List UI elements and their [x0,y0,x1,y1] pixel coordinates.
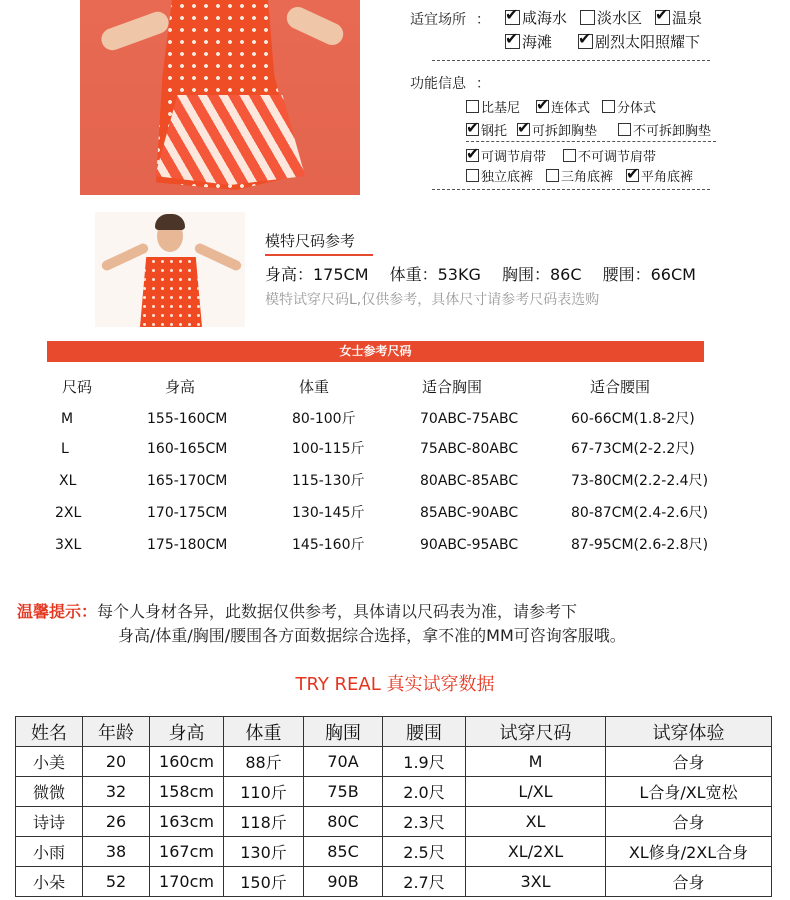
cell-waist: 2.5尺 [383,837,466,867]
option-hot-spring: ✔ 温泉 [655,7,702,28]
table-row [16,867,772,897]
checkbox-icon [602,100,615,113]
option-separate-bottom: 独立底裤 [466,166,533,185]
checkbox-icon [505,10,520,25]
cell-waist: 2.7尺 [383,867,466,897]
model-arm-right [193,242,243,272]
table-row [47,498,747,528]
warm-tip [17,600,626,648]
checkbox-icon [466,100,479,113]
divider [432,189,710,190]
function-label: 功能信息 ： [410,76,490,92]
header-name: 姓名 [16,717,83,747]
option-underwire: ✔ 钢托 [466,120,507,139]
header-size: 尺码 [62,378,93,396]
option-salt-water: ✔ 咸海水 [505,7,567,28]
cell-waist: 67-73CM(2-2.2尺) [571,441,695,457]
checkbox-icon [626,169,639,182]
table-row [47,530,747,560]
cell-height: 165-170CM [147,473,228,489]
cell-experience: XL修身/2XL合身 [606,837,772,867]
cell-weight: 130-145斤 [292,505,365,521]
cell-trial-size: XL [466,807,606,837]
option-bikini: 比基尼 [466,97,520,116]
cell-bust: 70ABC-75ABC [420,411,519,427]
product-photo [80,0,360,195]
cell-weight: 150斤 [224,867,304,897]
try-real-header [16,717,772,747]
cell-waist: 60-66CM(1.8-2尺) [571,411,695,427]
divider [466,141,716,142]
cell-bust: 70A [304,747,383,777]
cell-size: 3XL [55,537,82,553]
checkbox-icon [563,149,576,162]
cell-name: 诗诗 [16,807,83,837]
cell-weight: 110斤 [224,777,304,807]
cell-waist: 87-95CM(2.6-2.8尺) [571,537,709,553]
model-title-underline [265,254,373,256]
cell-bust: 85ABC-90ABC [420,505,519,521]
cell-height: 175-180CM [147,537,228,553]
cell-height: 160cm [150,747,224,777]
model-note: 模特试穿尺码L,仅供参考，具体尺寸请参考尺码表选购 [265,292,600,308]
table-row [16,777,772,807]
cell-waist: 2.0尺 [383,777,466,807]
header-weight: 体重 [299,378,330,396]
checkbox-icon [536,100,549,113]
cell-experience: 合身 [606,747,772,777]
option-two-piece: 分体式 [602,97,656,116]
size-chart-header [47,372,747,402]
cell-experience: L合身/XL宽松 [606,777,772,807]
option-fixed-strap: 不可调节肩带 [563,146,656,165]
cell-bust: 90B [304,867,383,897]
header-height: 身高 [165,378,196,396]
model-stats [265,262,712,285]
cell-weight: 88斤 [224,747,304,777]
cell-height: 167cm [150,837,224,867]
cell-weight: 118斤 [224,807,304,837]
size-chart-banner: 女士参考尺码 [47,341,704,362]
cell-waist: 73-80CM(2.2-2.4尺) [571,473,709,489]
cell-bust: 90ABC-95ABC [420,537,519,553]
table-row [16,837,772,867]
header-age: 年龄 [83,717,150,747]
cell-waist: 2.3尺 [383,807,466,837]
cell-name: 小美 [16,747,83,777]
cell-height: 158cm [150,777,224,807]
cell-age: 32 [83,777,150,807]
header-bust: 胸围 [304,717,383,747]
cell-size: L [61,441,69,457]
cell-size: XL [59,473,77,489]
cell-name: 微微 [16,777,83,807]
cell-bust: 85C [304,837,383,867]
cell-waist: 1.9尺 [383,747,466,777]
header-bust: 适合胸围 [422,378,483,396]
model-weight: 体重：53KG [389,265,481,284]
cell-weight: 115-130斤 [292,473,365,489]
cell-age: 38 [83,837,150,867]
header-weight: 体重 [224,717,304,747]
cell-weight: 130斤 [224,837,304,867]
suitable-label: 适宜场所 ： [410,12,490,28]
option-strong-sun: ✔ 剧烈太阳照耀下 [578,31,700,52]
checkbox-icon [466,169,479,182]
checkbox-icon [505,34,520,49]
try-real-table [15,716,772,897]
model-arm-left [98,9,171,54]
cell-trial-size: 3XL [466,867,606,897]
table-row [16,747,772,777]
cell-height: 160-165CM [147,441,228,457]
checkbox-icon [517,123,530,136]
cell-experience: 合身 [606,867,772,897]
option-one-piece: ✔ 连体式 [536,97,590,116]
checkbox-icon [466,123,479,136]
cell-weight: 100-115斤 [292,441,365,457]
model-photo [95,212,245,327]
header-experience: 试穿体验 [606,717,772,747]
model-title: 模特尺码参考 [265,232,356,250]
table-row [47,434,747,464]
cell-experience: 合身 [606,807,772,837]
header-waist: 适合腰围 [590,378,651,396]
cell-trial-size: XL/2XL [466,837,606,867]
try-real-title: TRY REAL 真实试穿数据 [295,674,495,695]
cell-age: 26 [83,807,150,837]
checkbox-icon [655,10,670,25]
dress-skirt [155,95,305,185]
table-row [47,404,747,434]
cell-size: 2XL [55,505,82,521]
model-waist: 腰围：66CM [602,265,696,284]
cell-height: 155-160CM [147,411,228,427]
header-waist: 腰围 [383,717,466,747]
cell-height: 163cm [150,807,224,837]
cell-bust: 80C [304,807,383,837]
model-hair [155,214,185,230]
header-height: 身高 [150,717,224,747]
model-arm-right [283,3,347,48]
cell-weight: 80-100斤 [292,411,356,427]
cell-waist: 80-87CM(2.4-2.6尺) [571,505,709,521]
checkbox-icon [546,169,559,182]
tip-line-2: 身高/体重/胸围/腰围各方面数据综合选择，拿不准的MM可咨询客服哦。 [118,626,626,645]
cell-name: 小雨 [16,837,83,867]
option-fixed-pad: 不可拆卸胸垫 [618,120,711,139]
checkbox-icon [578,34,593,49]
cell-height: 170-175CM [147,505,228,521]
option-fresh-water: 淡水区 [580,7,642,28]
divider [432,60,710,61]
model-arm-left [100,242,150,272]
cell-age: 52 [83,867,150,897]
checkbox-icon [618,123,631,136]
tip-label: 温馨提示： [17,602,98,621]
option-removable-pad: ✔ 可拆卸胸垫 [517,120,597,139]
cell-bust: 75B [304,777,383,807]
checkbox-icon [580,10,595,25]
model-bust: 胸围：86C [501,265,582,284]
checkbox-icon [466,149,479,162]
option-brief-bottom: 三角底裤 [546,166,613,185]
model-swimsuit [140,257,202,327]
cell-weight: 145-160斤 [292,537,365,553]
table-row [16,807,772,837]
tip-line-1: 每个人身材各异，此数据仅供参考，具体请以尺码表为准，请参考下 [97,602,578,621]
cell-trial-size: L/XL [466,777,606,807]
cell-bust: 75ABC-80ABC [420,441,519,457]
cell-name: 小朵 [16,867,83,897]
option-boyshort-bottom: ✔ 平角底裤 [626,166,693,185]
model-height: 身高：175CM [265,265,369,284]
cell-bust: 80ABC-85ABC [420,473,519,489]
option-beach: ✔ 海滩 [505,31,552,52]
cell-size: M [61,411,74,427]
option-adjustable-strap: ✔ 可调节肩带 [466,146,546,165]
cell-age: 20 [83,747,150,777]
header-trial-size: 试穿尺码 [466,717,606,747]
cell-trial-size: M [466,747,606,777]
table-row [47,466,747,496]
cell-height: 170cm [150,867,224,897]
